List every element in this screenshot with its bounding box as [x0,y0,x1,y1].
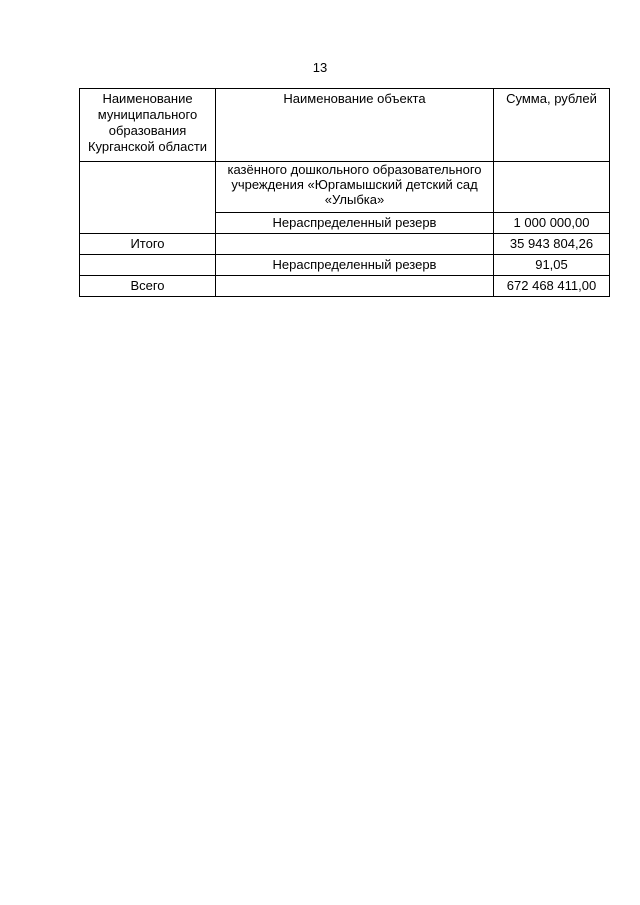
cell-amount: 1 000 000,00 [494,213,610,234]
table-row [80,162,610,213]
cell-municipality [80,162,216,234]
header-object: Наименование объекта [216,89,494,162]
cell-municipality [80,255,216,276]
cell-object [216,234,494,255]
table-row [80,255,610,276]
header-municipality: Наименование муниципального образования Курганской области [80,89,216,162]
cell-municipality: Итого [80,234,216,255]
page-number: 13 [312,60,328,75]
table-row-total [80,276,610,297]
table-row-subtotal [80,234,610,255]
cell-object [216,276,494,297]
budget-table [79,88,610,297]
cell-amount: 672 468 411,00 [494,276,610,297]
cell-amount: 91,05 [494,255,610,276]
header-amount: Сумма, рублей [494,89,610,162]
cell-object: Нераспределенный резерв [216,255,494,276]
table-header-row [80,89,610,162]
cell-municipality: Всего [80,276,216,297]
cell-amount [494,162,610,213]
cell-object: Нераспределенный резерв [216,213,494,234]
cell-amount: 35 943 804,26 [494,234,610,255]
cell-object: казённого дошкольного образовательного учреждения «Юргамышский детский сад «Улыбка» [216,162,494,213]
